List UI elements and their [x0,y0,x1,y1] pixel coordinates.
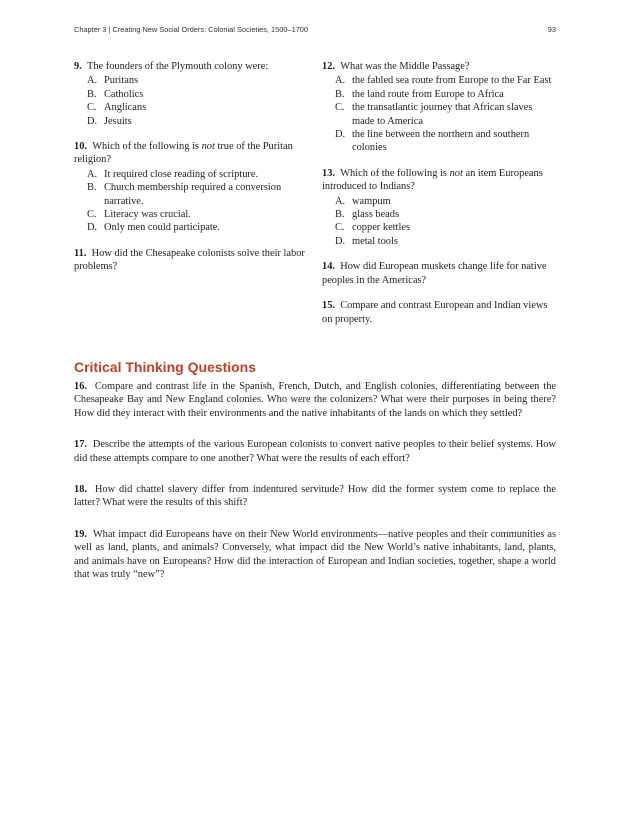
option-text: the line between the northern and southern colonies [352,129,530,154]
question-stem [322,299,556,326]
question-number: 19. [74,528,87,540]
option-text: Only men could participate. [104,222,220,234]
option-text: metal tools [352,235,398,247]
option-letter: C. [335,102,345,114]
left-question-column [74,60,308,286]
option-text: glass beads [352,209,400,221]
answer-option [74,74,308,87]
option-letter: A. [87,168,98,180]
option-text: copper kettles [352,222,410,234]
answer-option [74,88,308,101]
question-stem [74,140,308,167]
question-text: How did European muskets change life for native peoples in the Americas? [322,261,547,286]
option-text: Literacy was crucial. [104,209,191,221]
section-heading-critical-thinking: Critical Thinking Questions [74,359,257,375]
question-text: Describe the attempts of the various European colonists to convert native peoples to their belief systems. How did these attempts compare to one another? What were the results of each effort? [74,439,557,464]
critical-question [74,438,556,465]
emphasis-text: not [201,141,215,153]
option-letter: B. [87,182,97,194]
option-text: the transatlantic journey that African slaves made to America [352,102,533,127]
option-text: Anglicans [104,102,147,114]
question-number: 18. [74,484,87,496]
question-text: true of the Puritan religion? [74,141,293,166]
question-item [322,167,556,248]
option-letter: D. [87,222,98,234]
question-text: What was the Middle Passage? [340,61,470,72]
option-letter: D. [335,129,346,141]
question-number: 13. [322,167,335,179]
option-letter: D. [335,235,346,247]
answer-option [74,115,308,128]
option-text: Jesuits [104,115,132,127]
answer-options [322,74,556,154]
question-text: How did chattel slavery differ from indentured servitude? How did the former system come to replace the latter? What were the results of this shift? [74,484,556,509]
question-stem [322,60,556,73]
option-letter: A. [335,75,346,87]
question-item [74,60,308,128]
question-number: 10. [74,141,87,153]
answer-option [74,101,308,114]
question-number: 15. [322,300,335,312]
question-stem [74,60,308,73]
answer-options [74,74,308,128]
question-text: Compare and contrast European and Indian views on property. [322,300,548,325]
question-text: What impact did Europeans have on their New World environments—native peoples and their communities as well as land, plants, and animals? Conversely, what impact did the New World’s native inhabitants, land, plants, and animals have on Europeans? How did the interaction of European and Indian societies, together, shape a world that was truly “new”? [74,528,556,581]
answer-option [74,181,308,208]
question-number: 11. [74,247,87,259]
question-item [74,140,308,235]
question-item [322,60,556,155]
page-number: 93 [547,25,556,34]
question-number: 9. [74,61,82,72]
question-text: How did the Chesapeake colonists solve their labor problems? [74,247,305,273]
option-letter: D. [87,115,98,127]
option-letter: B. [335,209,345,221]
option-letter: C. [87,102,97,114]
answer-option [74,208,308,221]
critical-thinking-questions [74,380,556,599]
question-text: Compare and contrast life in the Spanish, French, Dutch, and English colonies, differentiating between the Chesapeake Bay and New England colonies. Who were the colonizers? What were their purposes in being there? How did they interact with their environments and the native inhabitants of the lands on which they settled? [74,381,556,419]
answer-option [322,88,556,101]
question-stem [322,260,556,287]
question-item [322,299,556,326]
option-letter: C. [87,209,97,221]
option-text: Puritans [104,75,139,87]
answer-option [322,195,556,208]
question-number: 12. [322,61,335,72]
answer-option [322,128,556,155]
question-stem [322,167,556,194]
question-text: Which of the following is [340,167,450,179]
option-text: It required close reading of scripture. [104,168,259,180]
option-text: Catholics [104,88,144,100]
question-number: 16. [74,381,87,392]
question-item [322,260,556,287]
answer-option [322,101,556,128]
answer-option [74,168,308,181]
option-letter: B. [335,88,345,100]
option-letter: C. [335,222,345,234]
question-number: 17. [74,439,87,451]
chapter-title: Chapter 3 | Creating New Social Orders: Colonial Societies, 1500–1700 [74,25,309,34]
question-item [74,247,308,274]
answer-option [74,221,308,234]
right-question-column [322,60,556,338]
option-letter: A. [87,75,98,87]
critical-question [74,528,556,582]
question-stem [74,247,308,274]
emphasis-text: not [449,167,463,179]
option-text: the fabled sea route from Europe to the Far East [352,75,552,87]
answer-options [322,195,556,249]
question-text: The founders of the Plymouth colony were: [87,61,269,72]
critical-question [74,483,556,510]
critical-question [74,380,556,420]
question-text: Which of the following is [92,141,202,153]
answer-option [322,221,556,234]
option-text: Church membership required a conversion narrative. [104,182,282,207]
answer-option [322,208,556,221]
question-number: 14. [322,261,335,273]
answer-options [74,168,308,235]
option-text: wampum [352,195,391,207]
answer-option [322,74,556,87]
option-letter: B. [87,88,97,100]
option-letter: A. [335,195,346,207]
question-text: an item Europeans introduced to Indians? [322,167,543,193]
option-text: the land route from Europe to Africa [352,88,504,100]
answer-option [322,235,556,248]
page-header [74,25,556,37]
